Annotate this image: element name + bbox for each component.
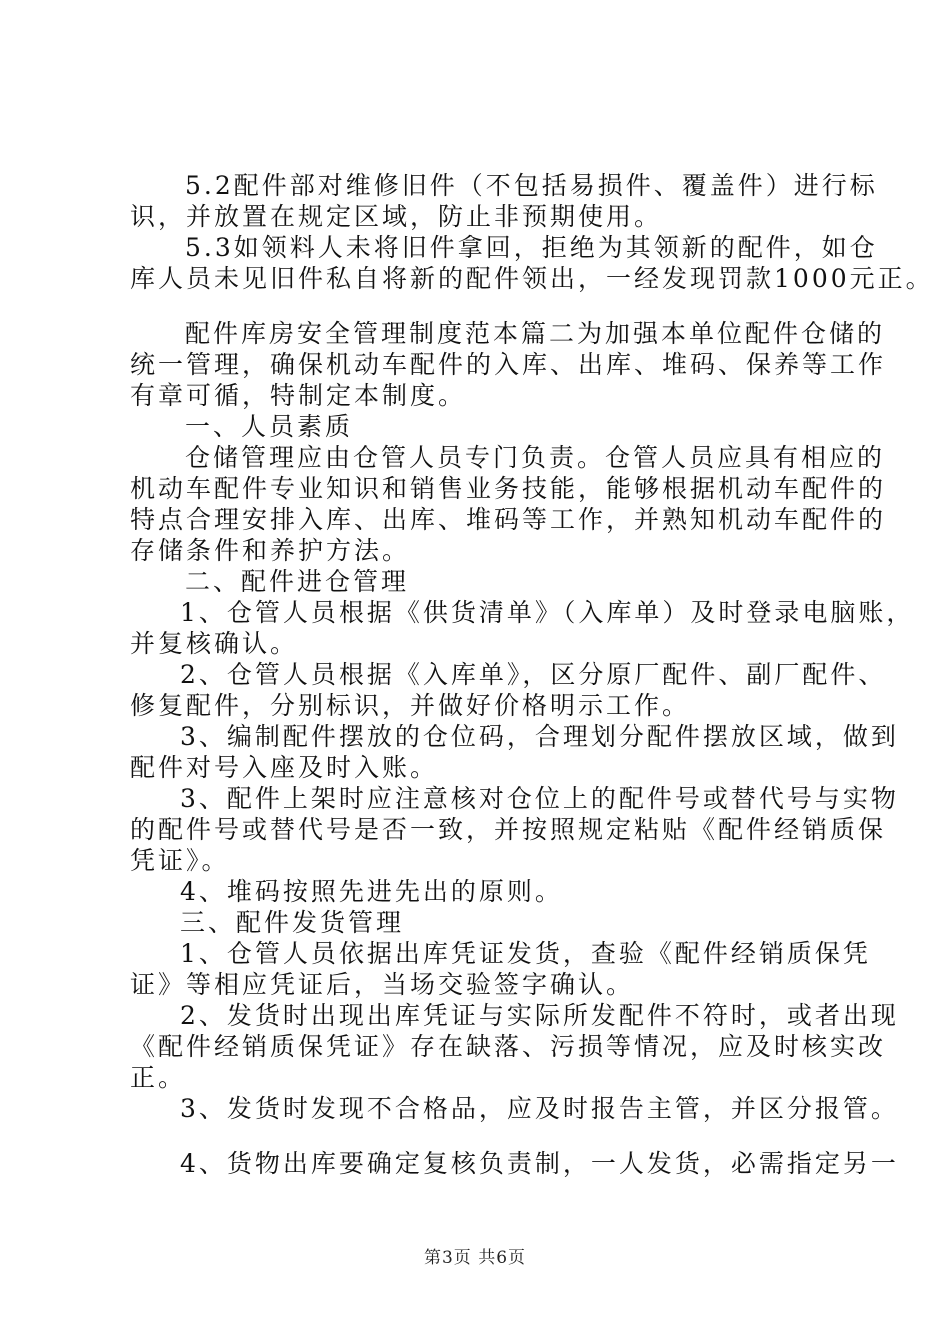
paragraph-line: 机动车配件专业知识和销售业务技能，能够根据机动车配件的: [130, 474, 887, 503]
paragraph-line: 1、仓管人员根据《供货清单》（入库单）及时登录电脑账，: [180, 598, 915, 627]
paragraph-line: 配件对号入座及时入账。: [130, 753, 439, 782]
paragraph-line: 5.2配件部对维修旧件（不包括易损件、覆盖件）进行标: [185, 171, 878, 200]
paragraph-line: 并复核确认。: [130, 629, 299, 658]
paragraph-line: 2、发货时出现出库凭证与实际所发配件不符时，或者出现: [180, 1001, 899, 1030]
paragraph-line: 3、配件上架时应注意核对仓位上的配件号或替代号与实物: [180, 784, 899, 813]
paragraph-gap: [130, 1124, 830, 1148]
paragraph-line: 配件库房安全管理制度范本篇二为加强本单位配件仓储的: [185, 319, 886, 348]
section-heading: 三、配件发货管理: [180, 908, 405, 937]
paragraph-line: 《配件经销质保凭证》存在缺落、污损等情况，应及时核实改: [130, 1032, 887, 1061]
paragraph-line: 正。: [130, 1063, 187, 1092]
paragraph-line: 识，并放置在规定区域，防止非预期使用。: [130, 202, 663, 231]
paragraph-line: 3、发货时发现不合格品，应及时报告主管，并区分报管。: [180, 1094, 899, 1123]
page-number-footer: 第3页 共6页: [423, 1248, 527, 1268]
paragraph-line: 有章可循，特制定本制度。: [130, 381, 467, 410]
paragraph-line: 证》等相应凭证后，当场交验签字确认。: [130, 970, 635, 999]
paragraph-line: 2、仓管人员根据《入库单》，区分原厂配件、副厂配件、: [180, 660, 887, 689]
paragraph-line: 凭证》。: [130, 846, 230, 875]
paragraph-line: 修复配件，分别标识，并做好价格明示工作。: [130, 691, 691, 720]
paragraph-line: 统一管理，确保机动车配件的入库、出库、堆码、保养等工作: [130, 350, 887, 379]
paragraph-line: 仓储管理应由仓管人员专门负责。仓管人员应具有相应的: [185, 443, 886, 472]
paragraph-line: 4、堆码按照先进先出的原则。: [180, 877, 563, 906]
paragraph-line: 库人员未见旧件私自将新的配件领出，一经发现罚款1000元正。: [130, 264, 934, 293]
paragraph-line: 1、仓管人员依据出库凭证发货，查验《配件经销质保凭: [180, 939, 871, 968]
paragraph-line: 的配件号或替代号是否一致，并按照规定粘贴《配件经销质保: [130, 815, 887, 844]
paragraph-gap: [130, 294, 830, 318]
paragraph-line: 特点合理安排入库、出库、堆码等工作，并熟知机动车配件的: [130, 505, 887, 534]
paragraph-line: 存储条件和养护方法。: [130, 536, 411, 565]
document-body: [130, 170, 934, 1179]
paragraph-line: 5.3如领料人未将旧件拿回，拒绝为其领新的配件，如仓: [185, 233, 878, 262]
paragraph-line: 4、货物出库要确定复核负责制，一人发货，必需指定另一: [180, 1149, 899, 1178]
section-heading: 一、人员素质: [185, 412, 354, 441]
section-heading: 二、配件进仓管理: [185, 567, 410, 596]
paragraph-line: 3、编制配件摆放的仓位码，合理划分配件摆放区域，做到: [180, 722, 899, 751]
